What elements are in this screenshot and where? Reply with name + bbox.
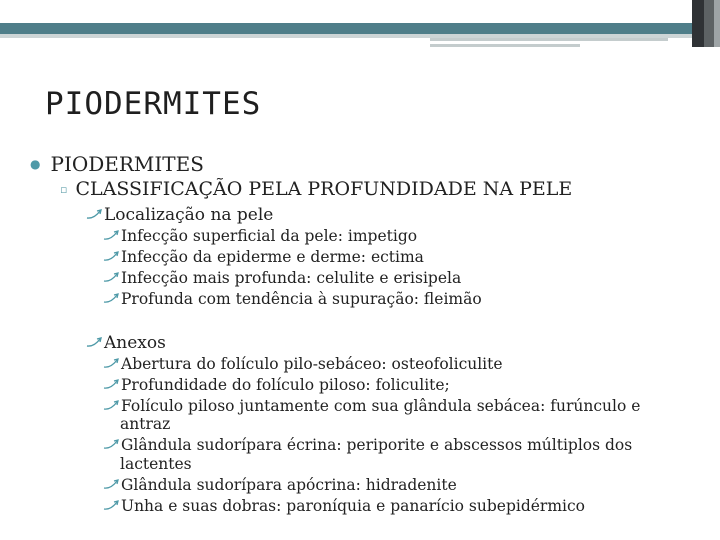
bullet-text: CLASSIFICAÇÃO PELA PROFUNDIDADE NA PELE: [75, 178, 573, 200]
bullet-level4: [103, 290, 482, 308]
swoosh-arrow-icon: [103, 399, 120, 411]
bullet-continuation: [120, 455, 192, 473]
swoosh-arrow-icon: [103, 378, 120, 390]
swoosh-arrow-icon: [103, 271, 120, 283]
swoosh-arrow-icon: [103, 229, 120, 241]
bullet-level4: [103, 248, 424, 266]
bullet-level1: [30, 152, 204, 176]
swoosh-arrow-icon: [86, 336, 103, 348]
bullet-text: antraz: [120, 415, 171, 433]
bullet-level4: [103, 355, 503, 373]
bullet-text: Localização na pele: [104, 205, 274, 225]
swoosh-arrow-icon: [103, 499, 120, 511]
swoosh-arrow-icon: [103, 357, 120, 369]
dot-bullet-icon: ●: [30, 157, 41, 171]
bullet-text: Infecção da epiderme e derme: ectima: [121, 248, 424, 266]
bullet-level2: [60, 178, 572, 200]
bullet-text: Unha e suas dobras: paroníquia e panarício subepidérmico: [121, 497, 585, 515]
swoosh-arrow-icon: [103, 478, 120, 490]
bullet-level4: [103, 397, 640, 415]
bullet-level4: [103, 436, 632, 454]
bullet-text: Infecção superficial da pele: impetigo: [121, 227, 418, 245]
bullet-text: Glândula sudorípara écrina: periporite e abscessos múltiplos dos: [121, 436, 633, 454]
bullet-level4: [103, 497, 585, 515]
swoosh-arrow-icon: [103, 438, 120, 450]
bullet-text: Folículo piloso juntamente com sua glândula sebácea: furúnculo e: [121, 397, 641, 415]
bullet-level3: [86, 333, 166, 353]
swoosh-arrow-icon: [103, 292, 120, 304]
swoosh-arrow-icon: [103, 250, 120, 262]
bullet-text: PIODERMITES: [50, 152, 204, 176]
bullet-level3: [86, 205, 273, 225]
bullet-text: Profunda com tendência à supuração: fleimão: [121, 290, 482, 308]
bullet-text: Glândula sudorípara apócrina: hidradenite: [121, 476, 457, 494]
swoosh-arrow-icon: [86, 208, 103, 220]
bullet-text: Profundidade do folículo piloso: foliculite;: [121, 376, 450, 394]
bullet-text: Infecção mais profunda: celulite e erisipela: [121, 269, 462, 287]
bullet-level4: [103, 269, 461, 287]
bullet-text: Abertura do folículo pilo-sebáceo: osteofoliculite: [121, 355, 503, 373]
bullet-level4: [103, 227, 417, 245]
bullet-text: lactentes: [120, 455, 192, 473]
bullet-level4: [103, 376, 450, 394]
square-bullet-icon: ▫: [60, 183, 68, 196]
bullet-continuation: [120, 415, 170, 433]
bullet-level4: [103, 476, 457, 494]
bullet-text: Anexos: [104, 333, 166, 353]
slide-title: PIODERMITES: [45, 86, 262, 122]
